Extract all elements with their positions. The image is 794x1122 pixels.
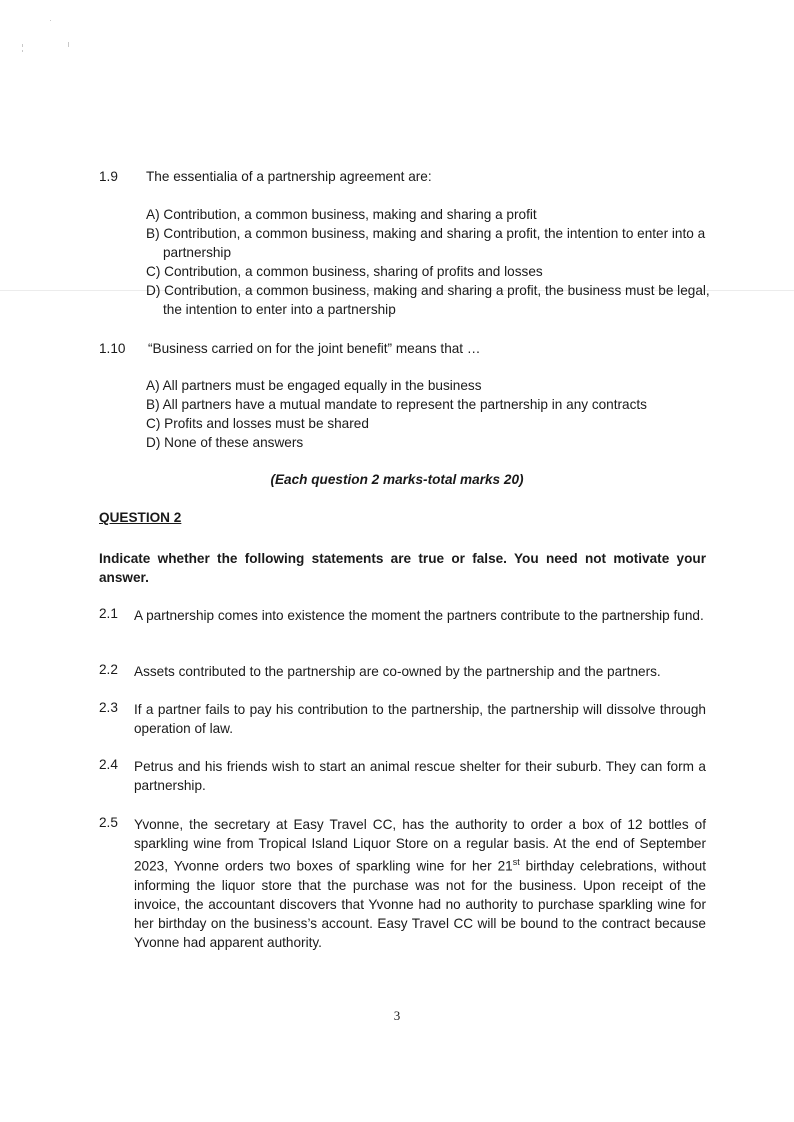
statement-number: 2.5 — [99, 815, 118, 830]
marks-note: (Each question 2 marks-total marks 20) — [270, 472, 524, 487]
statement-text: Petrus and his friends wish to start an animal rescue shelter for their suburb. They can form a partnership. — [134, 759, 706, 793]
page-number: 3 — [393, 1008, 401, 1023]
question-number: 1.9 — [99, 169, 118, 184]
option-d: D) None of these answers — [146, 435, 304, 450]
question-number: 1.10 — [99, 341, 126, 356]
statement-text: Assets contributed to the partnership are co-owned by the partnership and the partners. — [134, 664, 661, 679]
statement-text: A partnership comes into existence the moment the partners contribute to the partnership fund. — [134, 608, 704, 623]
option-b: B) Contribution, a common business, making and sharing a profit, the intention to enter into a partnership — [146, 226, 706, 260]
options-list — [146, 376, 716, 452]
statement-text: If a partner fails to pay his contribution to the partnership, the partnership will dissolve through operation of law. — [134, 702, 706, 736]
section-heading: QUESTION 2 — [99, 510, 182, 525]
question-prompt: The essentialia of a partnership agreement are: — [146, 169, 432, 184]
statement-number: 2.1 — [99, 606, 118, 621]
scan-mark — [50, 20, 51, 21]
scan-mark — [22, 44, 23, 47]
option-b: B) All partners have a mutual mandate to represent the partnership in any contracts — [146, 397, 647, 412]
statement-text-part: Yvonne, the secretary at Easy Travel CC, has the authority to order a box of 12 bottles of sparkling wine from Tropical Island Liquor Store on a regular basis. At the end of September 2023, Yvonne orders two boxes of sparkling wine for her 21 — [134, 817, 706, 874]
option-a: A) All partners must be engaged equally in the business — [146, 378, 482, 393]
statement-number: 2.4 — [99, 757, 118, 772]
superscript: st — [512, 857, 520, 867]
options-list — [146, 205, 716, 319]
statement-text — [134, 815, 706, 952]
option-c: C) Contribution, a common business, sharing of profits and losses — [146, 264, 543, 279]
scan-mark — [22, 50, 23, 52]
option-a: A) Contribution, a common business, making and sharing a profit — [146, 207, 537, 222]
section-instruction: Indicate whether the following statements are true or false. You need not motivate your answer. — [99, 551, 706, 585]
scan-mark — [68, 42, 69, 47]
statement-text-part: birthday celebrations, without informing the liquor store that the purchase was not for the business. Upon receipt of the invoice, the accountant discovers that Yvonne had no authority to purchase sparkling wine for her birthday on the business’s account. Easy Travel CC will be bound to the contract because Yvonne had apparent authority. — [134, 858, 706, 950]
statement-number: 2.3 — [99, 700, 118, 715]
option-d: D) Contribution, a common business, making and sharing a profit, the business must be legal, the intention to enter into a partnership — [146, 283, 710, 317]
option-c: C) Profits and losses must be shared — [146, 416, 369, 431]
statement-number: 2.2 — [99, 662, 118, 677]
question-prompt: “Business carried on for the joint benefit” means that … — [148, 341, 481, 356]
